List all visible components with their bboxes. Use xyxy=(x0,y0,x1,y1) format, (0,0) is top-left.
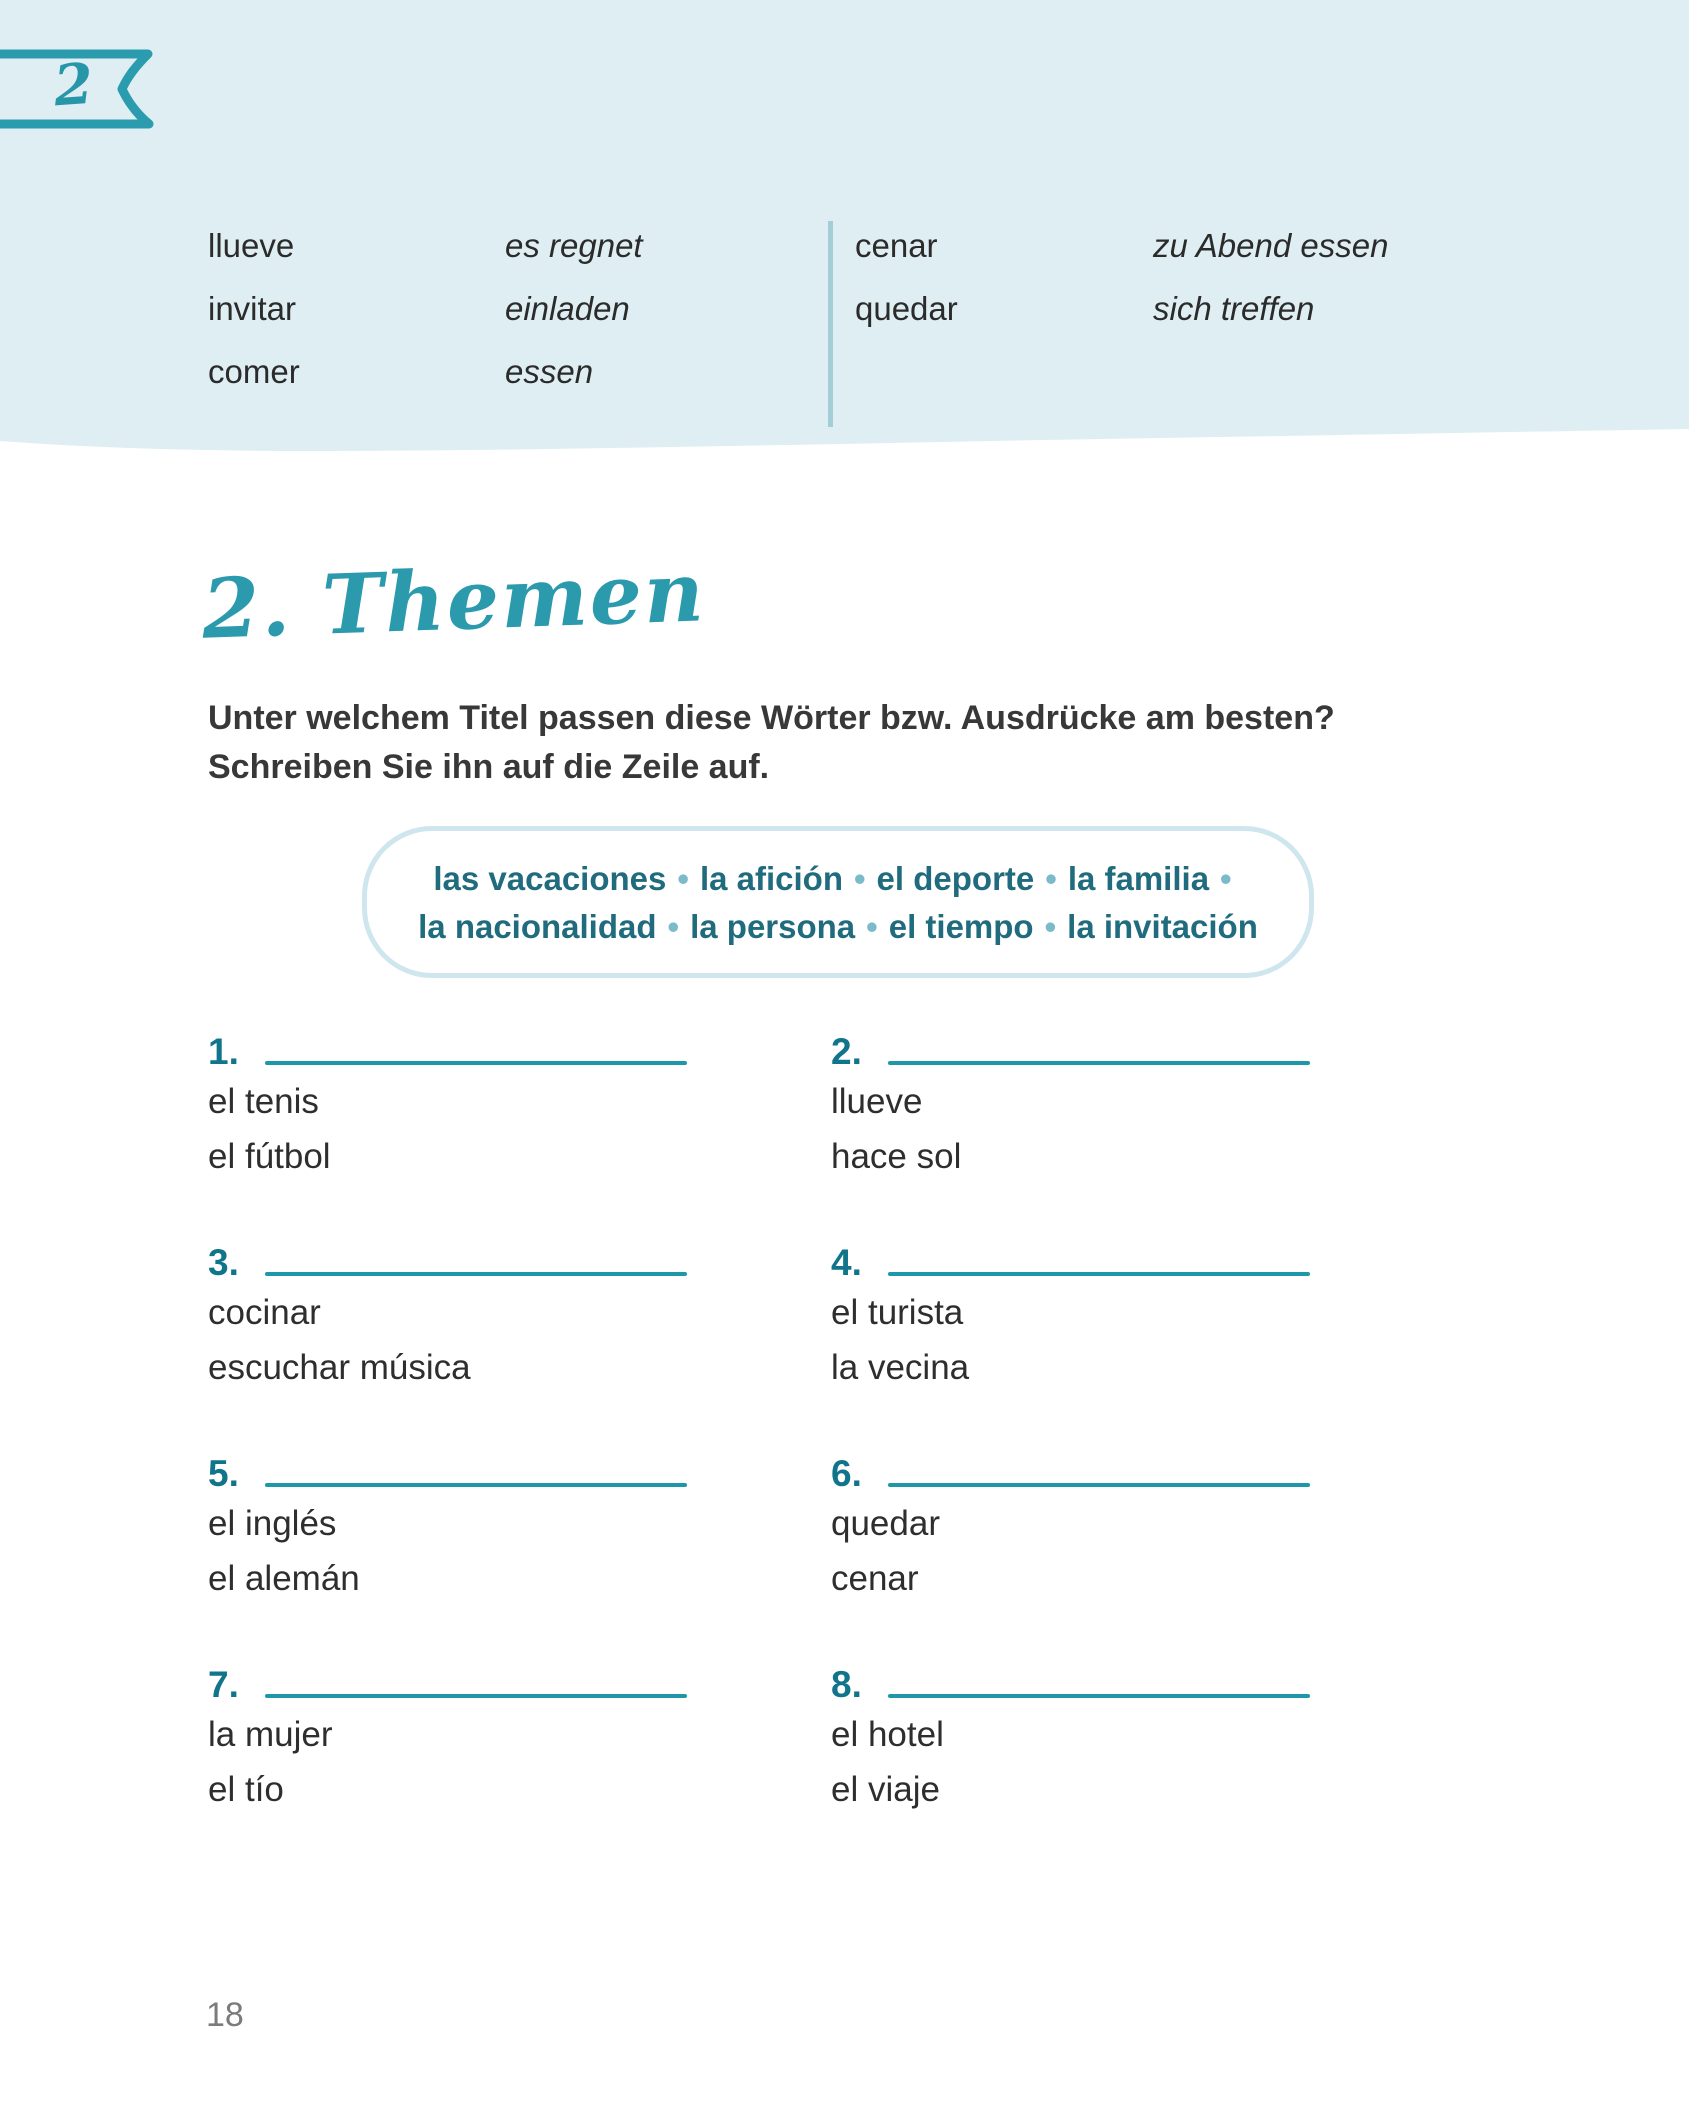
bullet-separator: • xyxy=(853,860,866,897)
word-box-word: la persona xyxy=(690,908,856,945)
vocab-row xyxy=(208,277,828,340)
bullet-separator: • xyxy=(1044,908,1057,945)
exercise-head xyxy=(208,1452,831,1496)
exercise-head xyxy=(831,1452,1313,1496)
vocab-table xyxy=(208,214,1388,427)
bullet-separator: • xyxy=(667,908,680,945)
exercise-word: escuchar música xyxy=(208,1348,471,1387)
exercise-number: 1. xyxy=(208,1031,239,1072)
exercise-head xyxy=(831,1663,1313,1707)
exercise-item-1 xyxy=(208,1030,831,1184)
exercise-word: la mujer xyxy=(208,1715,333,1754)
exercise-item-5 xyxy=(208,1452,831,1606)
word-box-word: la afición xyxy=(699,860,843,897)
exercise-word: el turista xyxy=(831,1293,964,1332)
vocab-de: essen xyxy=(505,353,594,390)
vocab-column-left xyxy=(208,214,828,427)
vocab-de: sich treffen xyxy=(1153,290,1315,327)
exercise-head xyxy=(831,1030,1313,1074)
exercise-item-4 xyxy=(831,1241,1313,1395)
exercise-item-8 xyxy=(831,1663,1313,1817)
exercise-head xyxy=(208,1030,831,1074)
answer-blank-line[interactable] xyxy=(265,1694,687,1698)
exercise-number: 2. xyxy=(831,1031,862,1072)
answer-blank-line[interactable] xyxy=(265,1272,687,1276)
exercise-item-6 xyxy=(831,1452,1313,1606)
exercise-number: 3. xyxy=(208,1242,239,1283)
vocab-row xyxy=(208,340,828,403)
vocab-de: zu Abend essen xyxy=(1153,227,1389,264)
exercise-number: 8. xyxy=(831,1664,862,1705)
exercise-item-2 xyxy=(831,1030,1313,1184)
exercise-head xyxy=(208,1241,831,1285)
flag-banner-icon xyxy=(0,44,190,136)
word-box-line-2 xyxy=(387,903,1289,951)
page-number: 18 xyxy=(206,1996,244,2034)
vocab-es: quedar xyxy=(855,290,958,327)
answer-blank-line[interactable] xyxy=(888,1483,1310,1487)
bullet-separator: • xyxy=(1045,860,1057,897)
word-box-word: la nacionalidad xyxy=(418,908,657,945)
vocab-de: einladen xyxy=(505,290,630,327)
vocab-es: invitar xyxy=(208,290,297,327)
bullet-separator: • xyxy=(677,860,689,897)
answer-blank-line[interactable] xyxy=(888,1694,1310,1698)
bullet-separator: • xyxy=(1220,860,1232,897)
exercise-head xyxy=(831,1241,1313,1285)
exercise-head xyxy=(208,1663,831,1707)
exercise-number: 4. xyxy=(831,1242,862,1283)
vocab-column-right xyxy=(855,214,1388,427)
exercise-number: 5. xyxy=(208,1453,239,1494)
unit-badge xyxy=(0,44,190,136)
exercise-word: hace sol xyxy=(831,1137,962,1176)
word-choice-box xyxy=(362,826,1314,978)
vocab-row xyxy=(855,277,1388,340)
header-wave xyxy=(0,424,1689,458)
exercise-word: cenar xyxy=(831,1559,919,1598)
word-box-word: el tiempo xyxy=(888,908,1034,945)
word-box-word: el deporte xyxy=(876,860,1035,897)
answer-blank-line[interactable] xyxy=(265,1483,687,1487)
word-box-word: la familia xyxy=(1067,860,1210,897)
answer-blank-line[interactable] xyxy=(888,1272,1310,1276)
exercise-item-3 xyxy=(208,1241,831,1395)
exercise-word: el alemán xyxy=(208,1559,360,1598)
vocab-row xyxy=(855,214,1388,277)
exercise-number: 7. xyxy=(208,1664,239,1705)
word-box-word: la invitación xyxy=(1067,908,1258,945)
exercise-word: llueve xyxy=(831,1082,923,1121)
exercise-item-7 xyxy=(208,1663,831,1817)
instructions-line-2: Schreiben Sie ihn auf die Zeile auf. xyxy=(208,748,770,786)
exercise-word: el viaje xyxy=(831,1770,940,1809)
exercise-word: el tío xyxy=(208,1770,284,1809)
exercise-word: quedar xyxy=(831,1504,940,1543)
exercise-word: el hotel xyxy=(831,1715,944,1754)
bullet-separator: • xyxy=(866,908,878,945)
vocab-de: es regnet xyxy=(505,227,643,264)
unit-number: 2 xyxy=(51,50,96,120)
exercise-number: 6. xyxy=(831,1453,862,1494)
exercise-word: el inglés xyxy=(208,1504,337,1543)
instructions xyxy=(208,694,1468,792)
exercise-word: cocinar xyxy=(208,1293,321,1332)
exercise-word: el tenis xyxy=(208,1082,319,1121)
exercise-word: la vecina xyxy=(831,1348,970,1387)
vocab-es: llueve xyxy=(208,227,295,264)
vocab-es: comer xyxy=(208,353,300,390)
answer-blank-line[interactable] xyxy=(265,1061,687,1065)
word-box-line-1 xyxy=(387,855,1289,903)
word-box-word: las vacaciones xyxy=(433,860,667,897)
exercise-word: el fútbol xyxy=(208,1137,331,1176)
vocab-row xyxy=(208,214,828,277)
vocab-es: cenar xyxy=(855,227,938,264)
answer-blank-line[interactable] xyxy=(888,1061,1310,1065)
exercise-grid xyxy=(208,1030,1318,1874)
section-heading: 2. Themen xyxy=(200,544,708,658)
instructions-line-1: Unter welchem Titel passen diese Wörter bzw. Ausdrücke am besten? xyxy=(208,699,1335,737)
vocab-divider xyxy=(828,221,833,427)
